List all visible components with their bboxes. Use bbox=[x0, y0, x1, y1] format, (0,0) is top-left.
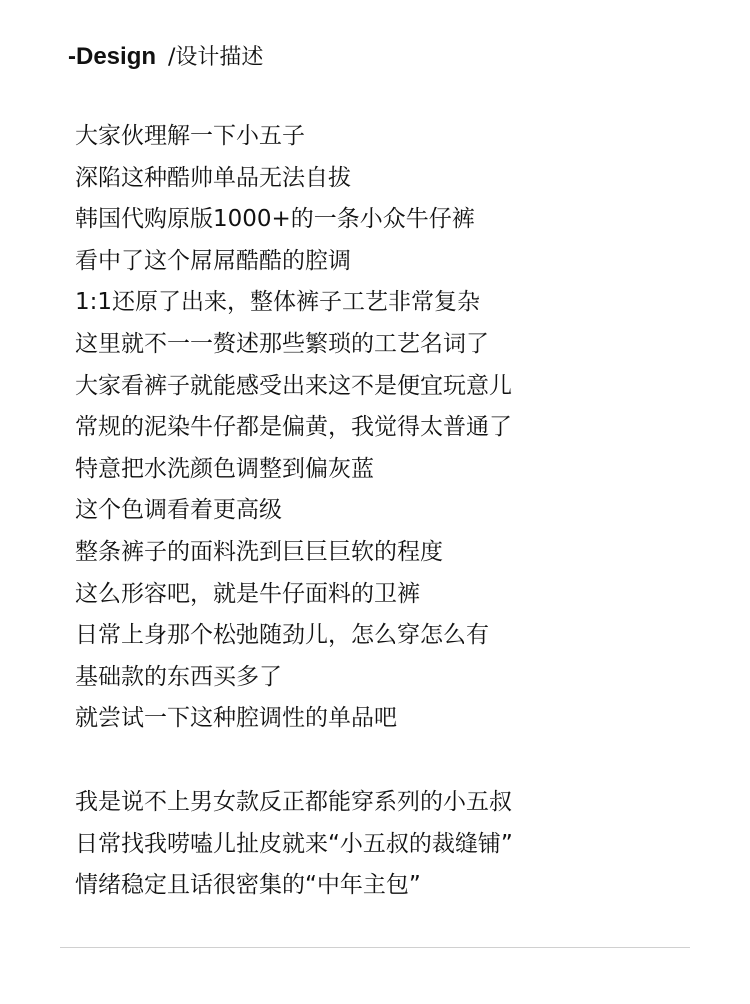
text-line: 大家伙理解一下小五子 bbox=[75, 123, 305, 149]
text-line: 这个色调看着更高级 bbox=[75, 497, 282, 524]
text-line: 深陷这种酷帅单品无法自拔 bbox=[75, 164, 351, 191]
description-paragraph-2 bbox=[75, 782, 513, 907]
heading-english: -Design bbox=[68, 43, 157, 70]
text-line: 整条裤子的面料洗到巨巨巨软的程度 bbox=[75, 538, 443, 565]
text-line: 日常上身那个松弛随劲儿，怎么穿怎么有 bbox=[75, 622, 489, 649]
text-line: 就尝试一下这种腔调性的单品吧 bbox=[75, 705, 397, 732]
text-line: 情绪稳定且话很密集的“中年主包” bbox=[75, 872, 421, 899]
text-line: 特意把水洗颜色调整到偏灰蓝 bbox=[75, 455, 374, 482]
description-paragraph-1 bbox=[75, 116, 512, 740]
text-line: 这里就不一一赘述那些繁琐的工艺名词了 bbox=[75, 330, 489, 357]
text-line: 这么形容吧，就是牛仔面料的卫裤 bbox=[75, 580, 420, 607]
text-line: 常规的泥染牛仔都是偏黄，我觉得太普通了 bbox=[75, 414, 512, 441]
text-line: 看中了这个屌屌酷酷的腔调 bbox=[75, 247, 351, 274]
text-line: 大家看裤子就能感受出来这不是便宜玩意儿 bbox=[75, 372, 512, 399]
text-line: 1:1还原了出来，整体裤子工艺非常复杂 bbox=[75, 289, 481, 316]
text-line: 基础款的东西买多了 bbox=[75, 663, 282, 690]
text-line: 韩国代购原版1000+的一条小众牛仔裤 bbox=[75, 206, 475, 233]
text-line: 日常找我唠嗑儿扯皮就来“小五叔的裁缝铺” bbox=[75, 830, 513, 857]
text-line: 我是说不上男女款反正都能穿系列的小五叔 bbox=[75, 789, 512, 815]
section-heading bbox=[68, 40, 263, 74]
heading-chinese: /设计描述 bbox=[168, 45, 264, 70]
bottom-divider bbox=[60, 947, 690, 948]
